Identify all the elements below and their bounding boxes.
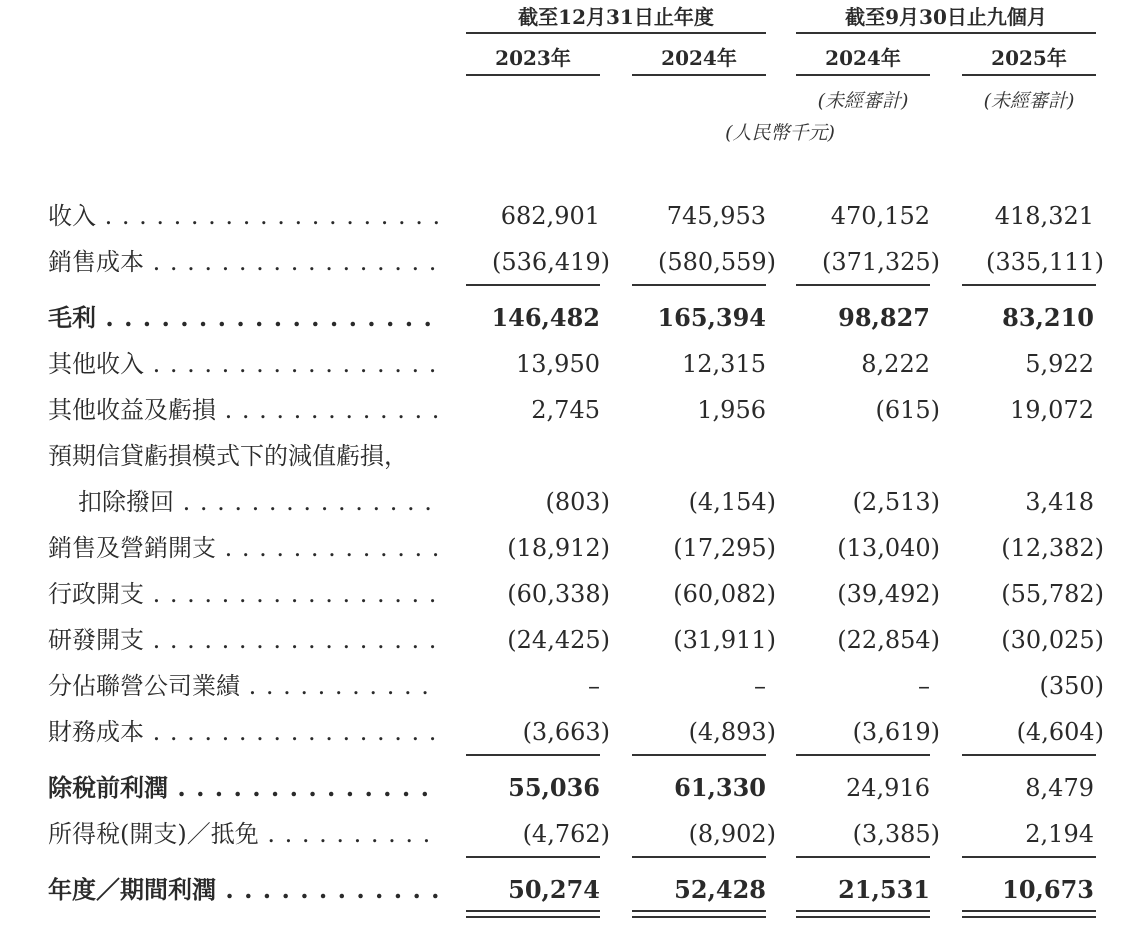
row-label: 財務成本 . . .: [48, 712, 438, 752]
value-2023: (4,762): [522, 820, 610, 848]
header-year-rule-1: [466, 74, 600, 76]
value-2023: (536,419): [492, 248, 610, 276]
currency-note: (人民幣千元): [725, 122, 835, 144]
subtotal-rule-4: [962, 754, 1096, 756]
value-2025-9m: (4,604): [1016, 718, 1104, 746]
value-2024-9m: (2,513): [852, 488, 940, 516]
value-2024: 1,956: [697, 396, 766, 424]
table-row-other-gains-losses: [0, 390, 1124, 430]
table-row-revenue: [0, 196, 1124, 236]
value-2023: (24,425): [507, 626, 610, 654]
value-2024-9m: (371,325): [822, 248, 940, 276]
table-row-gross-profit: [0, 298, 1124, 338]
header-group-year-ended: 截至12月31日止年度: [518, 5, 714, 29]
unaudited-note-2025: (未經審計): [983, 90, 1075, 112]
value-2025-9m: (12,382): [1001, 534, 1104, 562]
value-2024-9m: (615): [875, 396, 940, 424]
table-row-other-income: [0, 344, 1124, 384]
row-label: 銷售及營銷開支 . . .: [48, 528, 438, 568]
subtotal-rule-1: [466, 856, 600, 858]
total-double-rule-3: [796, 910, 930, 918]
row-label: 所得稅(開支)／抵免 . . .: [48, 814, 438, 854]
value-2025-9m: 8,479: [1025, 774, 1094, 802]
value-2024-9m: (39,492): [837, 580, 940, 608]
value-2025-9m: 418,321: [994, 202, 1094, 230]
value-2024: (60,082): [673, 580, 776, 608]
header-year-2024-9m: 2024年: [825, 46, 901, 70]
row-label: 預期信貸虧損模式下的減值虧損，: [48, 442, 408, 470]
value-2024: (4,154): [688, 488, 776, 516]
total-double-rule-4: [962, 910, 1096, 918]
value-2024-9m: 470,152: [830, 202, 930, 230]
value-2024: 165,394: [657, 303, 766, 332]
value-2025-9m: (55,782): [1001, 580, 1104, 608]
value-2024: (31,911): [673, 626, 776, 654]
value-2024-9m: (13,040): [837, 534, 940, 562]
header-year-2025-9m: 2025年: [991, 46, 1067, 70]
value-2024: 61,330: [674, 773, 766, 802]
value-2023: –: [588, 672, 600, 700]
row-label: 年度／期間利潤 . . .: [48, 870, 438, 910]
row-label: 分佔聯營公司業績 . . .: [48, 666, 438, 706]
subtotal-rule-4: [962, 856, 1096, 858]
subtotal-rule-3: [796, 284, 930, 286]
header-year-rule-3: [796, 74, 930, 76]
total-double-rule-1: [466, 910, 600, 918]
value-2025-9m: 19,072: [1010, 396, 1094, 424]
subtotal-rule-1: [466, 754, 600, 756]
value-2025-9m: 2,194: [1025, 820, 1094, 848]
header-group1-rule: [466, 32, 766, 34]
value-2024: (4,893): [688, 718, 776, 746]
subtotal-rule-3: [796, 856, 930, 858]
value-2023: 2,745: [531, 396, 600, 424]
value-2023: 55,036: [508, 773, 600, 802]
value-2025-9m: (30,025): [1001, 626, 1104, 654]
row-label: 其他收益及虧損 . . .: [48, 390, 438, 430]
value-2024: (17,295): [673, 534, 776, 562]
header-year-2023: 2023年: [495, 46, 571, 70]
value-2023: (803): [545, 488, 610, 516]
value-2023: (3,663): [522, 718, 610, 746]
subtotal-rule-2: [632, 754, 766, 756]
table-row-selling-expenses: [0, 528, 1124, 568]
row-label: 除稅前利潤 . . .: [48, 768, 438, 808]
value-2023: 682,901: [500, 202, 600, 230]
header-group-nine-months: 截至9月30日止九個月: [845, 5, 1047, 29]
value-2023: (60,338): [507, 580, 610, 608]
value-2024-9m: 21,531: [838, 875, 930, 904]
table-row-profit-before-tax: [0, 768, 1124, 808]
subtotal-rule-2: [632, 284, 766, 286]
value-2024: 745,953: [666, 202, 766, 230]
value-2025-9m: 10,673: [1002, 875, 1094, 904]
value-2023: 146,482: [491, 303, 600, 332]
value-2024-9m: (3,385): [852, 820, 940, 848]
row-label: 其他收入 . . .: [48, 344, 438, 384]
row-label: 行政開支 . . .: [48, 574, 438, 614]
value-2025-9m: (350): [1039, 672, 1104, 700]
header-year-rule-2: [632, 74, 766, 76]
value-2024: –: [754, 672, 766, 700]
unaudited-note-2024: (未經審計): [817, 90, 909, 112]
table-row-cost-of-sales: [0, 242, 1124, 282]
value-2024: 12,315: [682, 350, 766, 378]
subtotal-rule-4: [962, 284, 1096, 286]
table-row-rnd-expenses: [0, 620, 1124, 660]
subtotal-rule-2: [632, 856, 766, 858]
row-label: 收入 . . .: [48, 196, 438, 236]
value-2023: 50,274: [508, 875, 600, 904]
value-2025-9m: (335,111): [986, 248, 1104, 276]
table-row-share-of-associates: [0, 666, 1124, 706]
table-row-finance-costs: [0, 712, 1124, 752]
value-2024-9m: 98,827: [838, 303, 930, 332]
value-2024-9m: 8,222: [861, 350, 930, 378]
value-2024-9m: (22,854): [837, 626, 940, 654]
value-2024: (8,902): [688, 820, 776, 848]
total-double-rule-2: [632, 910, 766, 918]
value-2023: 13,950: [516, 350, 600, 378]
table-row-net-of-reversal: [0, 482, 1124, 522]
value-2024-9m: –: [918, 672, 930, 700]
header-group2-rule: [796, 32, 1096, 34]
header-year-rule-4: [962, 74, 1096, 76]
header-year-2024: 2024年: [661, 46, 737, 70]
row-label: 研發開支 . . .: [48, 620, 438, 660]
subtotal-rule-3: [796, 754, 930, 756]
value-2024: (580,559): [658, 248, 776, 276]
value-2025-9m: 5,922: [1025, 350, 1094, 378]
subtotal-rule-1: [466, 284, 600, 286]
value-2024-9m: 24,916: [846, 774, 930, 802]
table-row-income-tax: [0, 814, 1124, 854]
row-label: 銷售成本 . . .: [48, 242, 438, 282]
table-row-profit-for-period: [0, 870, 1124, 910]
row-label: 扣除撥回 . . .: [78, 482, 438, 522]
row-label: 毛利 . . .: [48, 298, 438, 338]
value-2024-9m: (3,619): [852, 718, 940, 746]
value-2025-9m: 83,210: [1002, 303, 1094, 332]
table-row-ecl-heading: [0, 436, 1124, 476]
value-2025-9m: 3,418: [1025, 488, 1094, 516]
value-2023: (18,912): [507, 534, 610, 562]
table-row-admin-expenses: [0, 574, 1124, 614]
value-2024: 52,428: [674, 875, 766, 904]
